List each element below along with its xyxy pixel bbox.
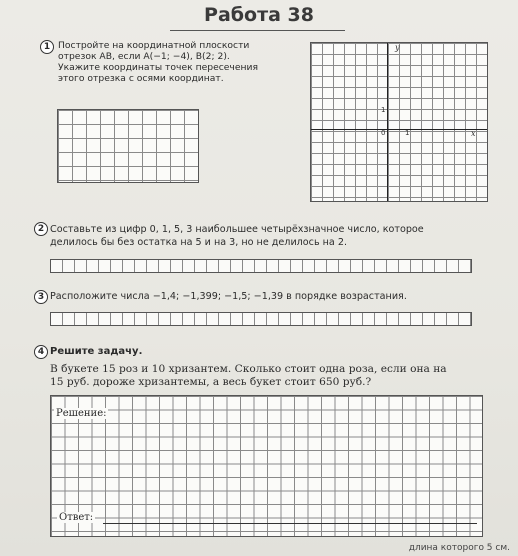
y-unit-label: 1 bbox=[381, 106, 386, 114]
x-unit-label: 1 bbox=[405, 129, 410, 137]
answer-line bbox=[103, 523, 477, 524]
page-title: Работа 38 bbox=[204, 4, 314, 26]
task4-number: 4 bbox=[34, 345, 48, 359]
x-axis bbox=[311, 129, 487, 130]
footer-text: длина которого 5 см. bbox=[408, 543, 510, 553]
y-axis bbox=[387, 43, 388, 201]
y-axis-label: y bbox=[395, 43, 400, 52]
x-axis-label: x bbox=[471, 129, 476, 138]
title-underline bbox=[170, 30, 345, 31]
task3-text: Расположите числа −1,4; −1,399; −1,5; −1,39 в порядке возрастания. bbox=[50, 291, 407, 302]
solution-label: Решение: bbox=[56, 408, 107, 419]
task2-number: 2 bbox=[34, 222, 48, 236]
answer-label: Ответ: bbox=[59, 512, 94, 523]
coordinate-plane[interactable] bbox=[310, 42, 488, 202]
task1-text: Постройте на координатной плоскости отрезок AB, если A(−1; −4), B(2; 2). Укажите координаты точек пересечения этого отрезка с осями координат. bbox=[58, 40, 259, 84]
task1-draft-grid[interactable] bbox=[57, 109, 199, 183]
task2-text: Составьте из цифр 0, 1, 5, 3 наибольшее четырёхзначное число, которое делилось бы без остатка на 5 и на 3, но не делилось на 2. bbox=[50, 224, 424, 248]
task4-heading: Решите задачу. bbox=[50, 346, 143, 357]
origin-label: 0 bbox=[381, 129, 386, 137]
task1-number: 1 bbox=[40, 40, 54, 54]
task4-text: В букете 15 роз и 10 хризантем. Сколько стоит одна роза, если она на 15 руб. дороже хризантемы, а весь букет стоит 650 руб.? bbox=[50, 363, 447, 388]
solution-grid[interactable] bbox=[50, 395, 483, 537]
task2-answer-cells[interactable] bbox=[50, 259, 472, 273]
task3-answer-cells[interactable] bbox=[50, 312, 472, 326]
task3-number: 3 bbox=[34, 290, 48, 304]
